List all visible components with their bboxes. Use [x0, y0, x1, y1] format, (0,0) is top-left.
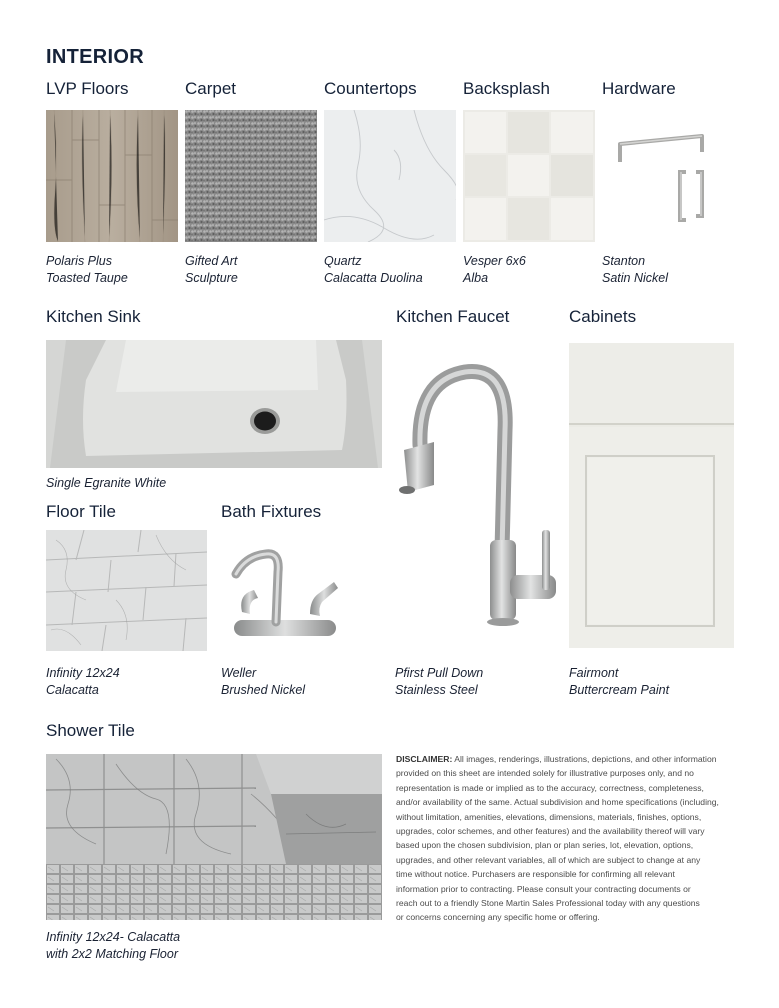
bath-faucet-photo: [226, 542, 348, 647]
category-kitchen-sink: Kitchen Sink: [46, 307, 141, 326]
caption-kitchen-sink: Single Egranite White: [46, 476, 167, 490]
caption-cabinets-line2: Buttercream Paint: [569, 683, 670, 697]
kitchen-sink-photo: [46, 340, 382, 468]
floor-tile-photo: [46, 530, 207, 651]
category-cabinets: Cabinets: [569, 307, 637, 326]
disclaimer-line: upgrades, color schemes, and other features) and the availability thereof will vary: [396, 826, 705, 837]
caption-floor-tile-line2: Calacatta: [46, 683, 99, 697]
caption-lvp-line1: Polaris Plus: [46, 254, 112, 268]
backsplash-tile-photo: [463, 110, 595, 242]
disclaimer-line: representation is made or implied as to the accuracy, correctness, completeness,: [396, 782, 704, 793]
category-kitchen-faucet: Kitchen Faucet: [396, 307, 510, 326]
caption-shower-tile-line2: with 2x2 Matching Floor: [46, 947, 179, 961]
caption-shower-tile-line1: Infinity 12x24- Calacatta: [46, 930, 181, 944]
category-shower-tile: Shower Tile: [46, 721, 135, 740]
disclaimer-line: reach out to a friendly Stone Martin Sales Professional today with any questions: [396, 898, 700, 909]
caption-carpet-line2: Sculpture: [185, 271, 238, 285]
lvp-wood-plank-photo: [46, 110, 178, 242]
category-lvp-floors: LVP Floors: [46, 79, 129, 98]
disclaimer-text: [396, 752, 736, 925]
section-title: INTERIOR: [46, 46, 144, 68]
caption-kitchen-faucet-line2: Stainless Steel: [395, 683, 478, 697]
category-backsplash: Backsplash: [463, 79, 550, 98]
disclaimer-line: provided on this sheet are intended solely for illustrative purposes only, and no: [396, 768, 694, 779]
disclaimer-line: or concerns concerning any specific home or offering.: [396, 912, 600, 923]
disclaimer-label: DISCLAIMER:: [396, 754, 453, 764]
disclaimer-line: information prior to contracting. Please consult your contracting documents or: [396, 883, 691, 894]
caption-lvp-line2: Toasted Taupe: [46, 271, 128, 285]
carpet-texture-photo: [185, 110, 317, 242]
category-countertops: Countertops: [324, 79, 417, 98]
shower-tile-photo: [46, 754, 382, 920]
caption-bath-fixtures-line1: Weller: [221, 666, 257, 680]
caption-floor-tile-line1: Infinity 12x24: [46, 666, 120, 680]
cabinet-door-photo: [569, 343, 734, 648]
kitchen-faucet-photo: [390, 350, 560, 635]
disclaimer-line: time without notice. Purchasers are responsible for confirming all relevant: [396, 869, 675, 880]
caption-countertops-line1: Quartz: [324, 254, 362, 268]
category-bath-fixtures: Bath Fixtures: [221, 502, 322, 521]
disclaimer-line: DISCLAIMER: All images, renderings, illustrations, depictions, and other information: [396, 754, 717, 764]
category-floor-tile: Floor Tile: [46, 502, 116, 521]
disclaimer-line: based upon the chosen subdivision, plan or plan series, lot, elevation, options,: [396, 840, 694, 851]
caption-backsplash-line1: Vesper 6x6: [463, 254, 526, 268]
category-hardware: Hardware: [602, 79, 676, 98]
category-carpet: Carpet: [185, 79, 237, 98]
caption-carpet-line1: Gifted Art: [185, 254, 238, 268]
caption-kitchen-faucet-line1: Pfirst Pull Down: [395, 666, 484, 680]
disclaimer-line: and/or availability of the same. Actual subdivision and home specifications (including,: [396, 797, 719, 808]
caption-hardware-line1: Stanton: [602, 254, 646, 268]
caption-hardware-line2: Satin Nickel: [602, 271, 668, 285]
disclaimer-line: without limitation, amenities, elevations, dimensions, materials, finishes, options,: [396, 811, 702, 822]
cabinet-pull-hardware-photo: [602, 110, 734, 242]
caption-backsplash-line2: Alba: [463, 271, 489, 285]
caption-cabinets-line1: Fairmont: [569, 666, 619, 680]
quartz-countertop-photo: [324, 110, 456, 242]
disclaimer-line: upgrades, and other relevant variables, all of which are subject to change at any: [396, 854, 701, 865]
caption-bath-fixtures-line2: Brushed Nickel: [221, 683, 306, 697]
caption-countertops-line2: Calacatta Duolina: [324, 271, 423, 285]
